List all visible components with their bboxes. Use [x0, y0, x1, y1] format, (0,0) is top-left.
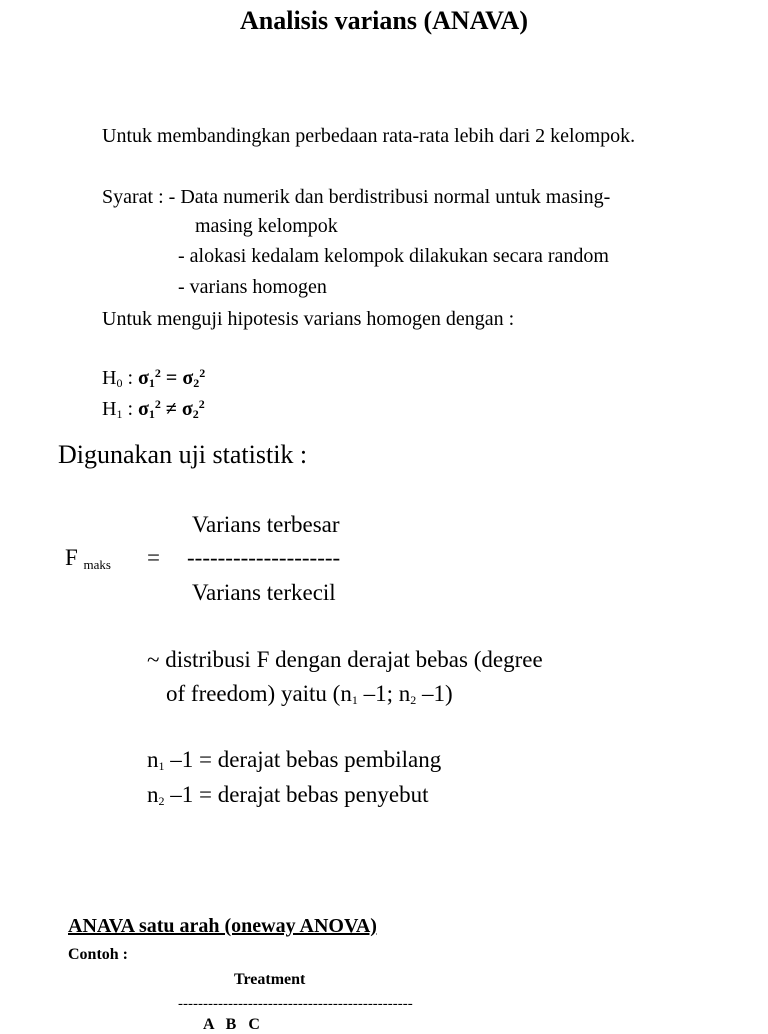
syarat-label: Syarat :	[102, 186, 164, 208]
hypothesis-h0	[102, 367, 205, 390]
syarat-item-1-line-1: - Data numerik dan berdistribusi normal untuk masing-	[168, 186, 611, 208]
treatment-columns: A B C	[203, 1016, 260, 1033]
h1-subscript: 1	[116, 407, 123, 421]
formula-divider: --------------------	[187, 545, 341, 570]
syarat-item-1-line-2: masing kelompok	[195, 215, 338, 237]
h0-expression: $\sigma_1^2 = \sigma_2^2$	[138, 366, 206, 390]
formula-denominator: Varians terkecil	[192, 580, 336, 605]
distribution-line-1: ~ distribusi F dengan derajat bebas (degree	[147, 647, 543, 672]
h1-expression: $\sigma_1^2 \ne \sigma_2^2$	[138, 397, 205, 421]
syarat-line-1	[102, 186, 610, 209]
distribution-line-2: of freedom) yaitu ($n_1$ –1; $n_2$ –1)	[166, 681, 453, 707]
formula-equals: =	[147, 545, 160, 570]
h1-letter: H	[102, 398, 117, 420]
hypothesis-h1	[102, 398, 205, 421]
formula-f-subscript: maks	[83, 557, 111, 572]
h0-subscript: 0	[116, 376, 123, 390]
h0-colon: :	[122, 367, 139, 389]
treatment-rule: -----------------------------------------------	[178, 996, 413, 1012]
statistic-intro: Digunakan uji statistik :	[58, 440, 308, 469]
hypothesis-intro: Untuk menguji hipotesis varians homogen dengan :	[102, 308, 515, 330]
formula-numerator: Varians terbesar	[192, 512, 340, 537]
intro-text: Untuk membandingkan perbedaan rata-rata lebih dari 2 kelompok.	[102, 125, 636, 147]
h1-colon: :	[122, 398, 139, 420]
contoh-label: Contoh :	[68, 946, 129, 963]
h0-letter: H	[102, 367, 117, 389]
treatment-label: Treatment	[234, 971, 306, 988]
syarat-item-2: - alokasi kedalam kelompok dilakukan secara random	[178, 245, 609, 267]
formula-f-maks	[65, 545, 111, 573]
page-title: Analisis varians (ANAVA)	[240, 6, 528, 35]
df-numerator: $n_1$ –1 = derajat bebas pembilang	[147, 747, 442, 773]
df-denominator: $n_2$ –1 = derajat bebas penyebut	[147, 782, 429, 808]
oneway-heading: ANAVA satu arah (oneway ANOVA)	[68, 915, 377, 937]
syarat-item-3: - varians homogen	[178, 276, 327, 298]
formula-f: F	[65, 545, 78, 570]
